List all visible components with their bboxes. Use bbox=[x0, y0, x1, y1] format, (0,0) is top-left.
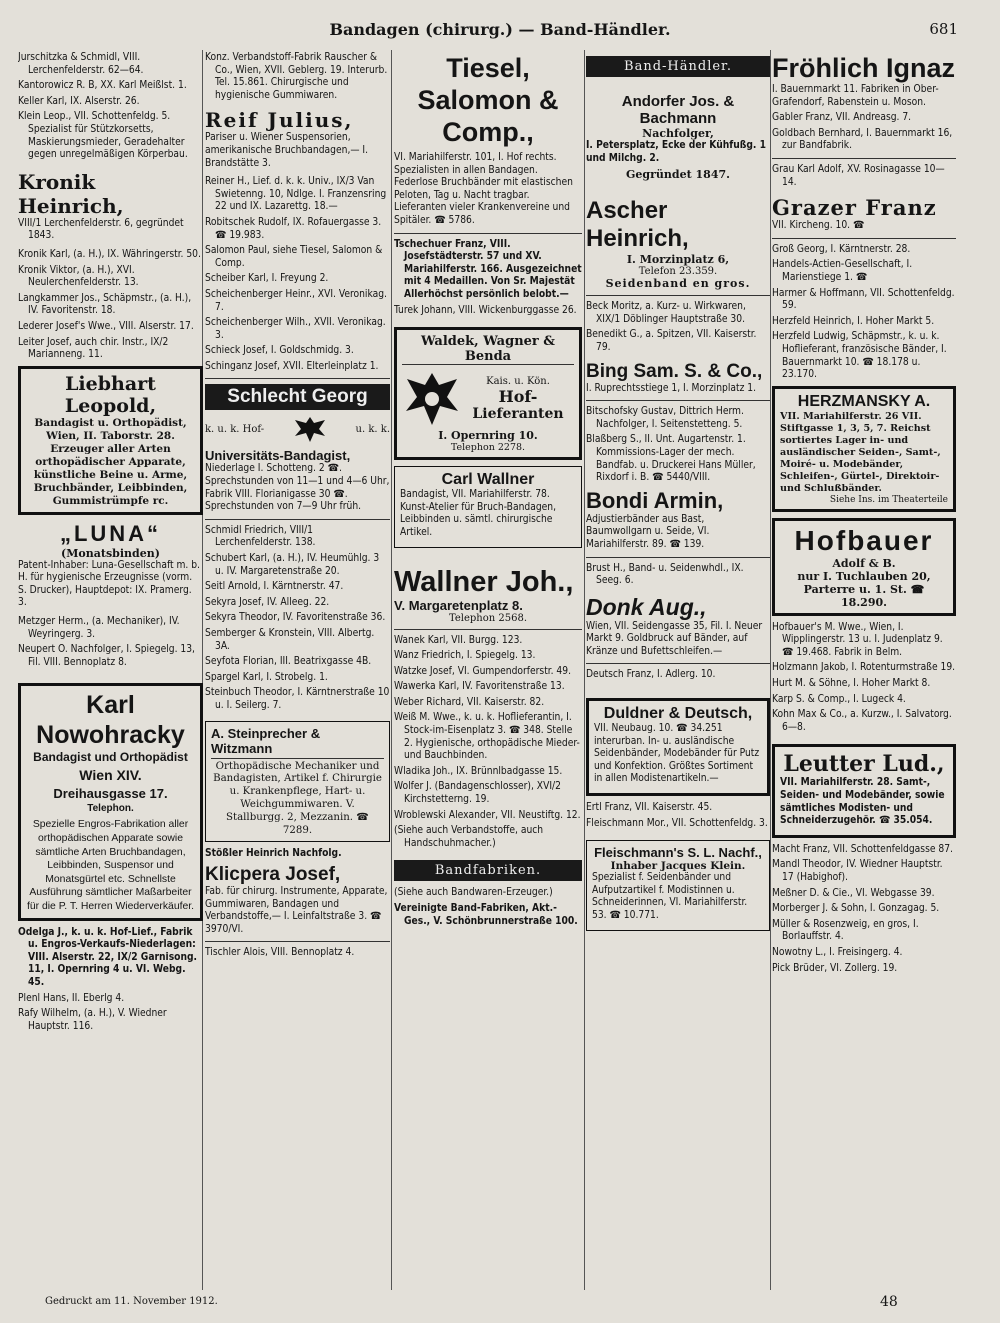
listing-entry: Fleischmann Mor., VII. Schottenfeldg. 3. bbox=[586, 817, 768, 829]
listing-entry: Robitschek Rudolf, IX. Rofauergasse 3. ☎ 19.983. bbox=[205, 216, 382, 241]
ad-title: Tiesel, Salomon & Comp., bbox=[417, 53, 559, 147]
listing-entry: Wolfer J. (Bandagenschlosser), XVI/2 Kirchstetterng. 19. bbox=[394, 781, 561, 806]
ad-title: Donk Aug., bbox=[586, 593, 707, 620]
ad-text: Seidenband en gros. bbox=[605, 277, 751, 291]
ad-subtitle: Nachfolger, bbox=[642, 127, 714, 140]
ad-text: Pariser u. Wiener Suspensorien, amerikanische Bruchbandagen,— I. Brandstätte 3. bbox=[205, 132, 369, 169]
ad-text: Lieferanten bbox=[472, 406, 564, 423]
page-title: Bandagen (chirurg.) — Band-Händler. bbox=[329, 20, 671, 39]
listing-entry: Meßner D. & Cie., VI. Webgasse 39. bbox=[772, 887, 935, 899]
ad-title: Leutter Lud., bbox=[783, 751, 945, 778]
divider bbox=[586, 663, 770, 664]
ad-city: Wien XIV. bbox=[79, 767, 142, 784]
ad-text: Bandagist, VII. Mariahilferstr. 78. Kunst-Atelier für Bruch-Bandagen, Leibbinden u. sämtl. chirurgische Artikel. bbox=[400, 489, 556, 538]
ad-text: Orthopädische Mechaniker und Bandagisten, Artikel f. Chirurgie u. Krankenpflege, Hart- u. Weichgummiwaren. V. Stallburgg. 2, Mezzanin. ☎ 7289. bbox=[213, 760, 382, 836]
listing-entry: Hurt M. & Söhne, I. Hoher Markt 8. bbox=[772, 678, 931, 690]
listing-entry: Rafy Wilhelm, (a. H.), V. Wiedner Hauptstr. 116. bbox=[18, 1008, 167, 1032]
double-eagle-icon bbox=[292, 414, 328, 444]
ad-title: A. Steinprecher & Witzmann bbox=[211, 726, 384, 759]
listing-entry: Wladika Joh., IX. Brünnlbadgasse 15. bbox=[394, 765, 563, 777]
ad-nowohracky bbox=[18, 683, 203, 920]
ad-title: Ascher Heinrich, bbox=[586, 197, 689, 253]
listing-entry: Kronik Viktor, (a. H.), XVI. Neulerchenfelderstr. 13. bbox=[18, 264, 139, 289]
ad-steinprecher bbox=[205, 721, 390, 843]
ad-subtitle: Inhaber Jacques Klein. bbox=[610, 860, 746, 873]
listing-entry: Nowotny L., I. Freisingerg. 4. bbox=[772, 946, 903, 958]
listing-entry: Odelga J., k. u. k. Hof-Lief., Fabrik u. Engros-Verkaufs-Niederlagen: VIII. Alserstr. 22, IX/2 Garnisong. 11, I. Opernring 4 u. VI. Webg. 45. bbox=[18, 926, 198, 988]
ad-text: VII. Kircheng. 10. ☎ bbox=[772, 220, 865, 232]
listing-entry: Pick Brüder, VI. Zollerg. 19. bbox=[772, 962, 898, 974]
ad-donk bbox=[586, 594, 770, 659]
listing-entry: Groß Georg, I. Kärntnerstr. 28. bbox=[772, 243, 911, 255]
divider bbox=[205, 378, 390, 379]
listing-entry: Schieck Josef, I. Goldschmidg. 3. bbox=[205, 345, 354, 357]
ad-subtitle: Kais. u. Kön. bbox=[486, 376, 550, 388]
ad-text: Spezielle Engros-Fabrikation aller orthopädischen Apparate sowie sämtliche Arten Bruchbandagen, Leibbinden, Suspensor und Monatsgürtel etc. Schnellste Ausführung sämtlicher Maßarbeiter für die P. T. Herren Wiederverkäufer. bbox=[26, 819, 195, 912]
ad-tiesel bbox=[394, 52, 582, 228]
listing-entry: Klein Leop., VII. Schottenfeldg. 5. Spezialist für Stützkorsetts, Maskierungsmieder, Geradehalter gegen unregelmäßigen Körperbau. bbox=[18, 111, 188, 161]
listing-entry: Müller & Rosenzweig, en gros, I. Borlauffstr. 4. bbox=[772, 918, 919, 943]
ad-text: Fab. für chirurg. Instrumente, Apparate, Gummiwaren, Bandagen und Verbandstoffe,— I. Leinfaltstraße 3. ☎ 3970/VI. bbox=[205, 885, 388, 935]
ad-subtitle: Universitäts-Bandagist, bbox=[205, 448, 351, 464]
listing-entry: Kohn Max & Co., a. Kurzw., I. Salvatorg. 6—8. bbox=[772, 709, 952, 733]
double-eagle-icon bbox=[402, 369, 462, 429]
ad-text: VII. Neubaug. 10. ☎ 34.251 interurban. In- u. ausländische Seidenbänder, Modebänder für Putz und Konfektion. Größtes Sortiment in allen Modistenartikeln.— bbox=[594, 723, 760, 785]
ad-carl-wallner bbox=[394, 466, 582, 547]
divider bbox=[205, 941, 390, 942]
ad-text: VII. Mariahilferstr. 26 VII. Stiftgasse 1, 3, 5, 7. Reichst sortiertes Lager in- und ausländischer Seiden-, Samt-, Moiré- u. Modebänder, Schleifen-, Gürtel-, Direktoir- und Schlußbänder. bbox=[780, 410, 941, 494]
listing-entry: Keller Karl, IX. Alserstr. 26. bbox=[18, 95, 140, 107]
ad-title: Carl Wallner bbox=[441, 471, 535, 489]
listing-entry: Seitl Arnold, I. Kärntnerstr. 47. bbox=[205, 581, 344, 593]
divider bbox=[394, 233, 582, 234]
listing-entry: Reiner H., Lief. d. k. k. Univ., IX/3 Van Swietenng. 10, Ndlge. I. Franzensring 22 und IX. Lazarettg. 18.— bbox=[205, 176, 387, 213]
ad-title: „LUNA“ bbox=[59, 520, 162, 546]
listing-entry: Gabler Franz, VII. Andreasg. 7. bbox=[772, 112, 912, 124]
ad-address: I. Morzinplatz 6, bbox=[626, 253, 730, 267]
ad-text: Adjustierbänder aus Bast, Baumwollgarn u. Seide, VI. Mariahilferstr. 89. ☎ 139. bbox=[586, 513, 710, 550]
ad-ascher bbox=[586, 197, 770, 290]
listing-entry: Semberger & Kronstein, VIII. Albertg. 3A. bbox=[205, 628, 375, 652]
listing-entry: Benedikt G., a. Spitzen, VII. Kaiserstr. 79. bbox=[586, 329, 757, 353]
ad-phone: Telefon 23.359. bbox=[638, 266, 718, 278]
page-number: 681 bbox=[929, 20, 958, 38]
ad-text: VI. Mariahilferstr. 101, I. Hof rechts. Spezialisten in allen Bandagen. Federlose Bruchbänder mit elastischen Peloten, Tag u. Nacht tragbar. Lieferanten vieler Krankenvereine und Spitäler. ☎ 5786. bbox=[394, 152, 573, 226]
ad-bing bbox=[586, 361, 770, 396]
ad-address: V. Margaretenplatz 8. bbox=[394, 597, 523, 613]
ad-text: I. Ruprechtsstiege 1, I. Morzinplatz 1. bbox=[586, 382, 757, 394]
listing-entry: Neupert O. Nachfolger, I. Spiegelg. 13, Fil. VIII. Bennoplatz 8. bbox=[18, 644, 195, 668]
ad-title: Hofbauer bbox=[794, 524, 934, 556]
listing-entry: Mandl Theodor, IV. Wiedner Hauptstr. 17 (Habighof). bbox=[772, 859, 943, 883]
listing-entry: Kronik Karl, (a. H.), IX. Währingerstr. 50. bbox=[18, 248, 201, 260]
ad-text: Niederlage I. Schotteng. 2 ☎. Sprechstunden von 11—1 und 4—6 Uhr, Fabrik VIII. Florianigasse 30 ☎. Sprechstunden von 7—9 Uhr früh. bbox=[205, 463, 390, 513]
ad-title: Bing Sam. S. & Co., bbox=[586, 360, 763, 382]
divider bbox=[205, 519, 390, 520]
listing-entry: Salomon Paul, siehe Tiesel, Salomon & Comp. bbox=[205, 245, 383, 269]
ad-title: Wallner Joh., bbox=[394, 565, 574, 598]
listing-entry: Herzfeld Heinrich, I. Hoher Markt 5. bbox=[772, 315, 935, 327]
listing-entry: Leiter Josef, auch chir. Instr., IX/2 Mariannеng. 11. bbox=[18, 336, 169, 361]
divider bbox=[586, 295, 770, 296]
column-rule bbox=[584, 50, 585, 1290]
ad-liebhart bbox=[18, 366, 203, 515]
listing-entry: Stößler Heinrich Nachfolg. bbox=[205, 848, 342, 860]
ad-text: VIII/1 Lerchenfelderstr. 6, gegründet 1843. bbox=[18, 217, 184, 242]
column-3 bbox=[394, 52, 582, 1292]
column-1 bbox=[18, 52, 203, 1292]
listing-entry: Watzke Josef, VI. Gumpendorferstr. 49. bbox=[394, 665, 572, 677]
ad-leutter bbox=[772, 744, 956, 837]
listing-entry: Goldbach Bernhard, I. Bauernmarkt 16, zur Bandfabrik. bbox=[772, 127, 953, 152]
listing-entry: Jurschitzka & Schmidl, VIII. Lerchenfelderstr. 62—64. bbox=[18, 52, 144, 76]
listing-entry: Scheichenberger Wilh., XVII. Veronikag. 3. bbox=[205, 317, 386, 341]
listing-entry: Hofbauer's M. Wwe., Wien, I. Wipplingerstr. 13 u. I. Judenplatz 9. ☎ 19.468. Fabrik in Belm. bbox=[772, 621, 943, 658]
divider bbox=[772, 238, 956, 239]
ad-duldner bbox=[586, 698, 770, 796]
listing-entry: Wanek Karl, VII. Burgg. 123. bbox=[394, 634, 523, 646]
listing-entry: Scheiber Karl, I. Freyung 2. bbox=[205, 273, 329, 285]
listing-entry: Kantorowicz R. B, XX. Karl Meißlst. 1. bbox=[18, 80, 187, 92]
listing-entry: Morberger J. & Sohn, I. Gonzagag. 5. bbox=[772, 903, 940, 915]
ad-subtitle: (Monatsbinden) bbox=[61, 546, 160, 560]
listing-entry: Weiß M. Wwe., k. u. k. Hoflieferantin, I. Stock-im-Eisenplatz 3. ☎ 348. Stelle 2. Hygienische, orthopädische Mieder- und Bauchbinden. bbox=[394, 712, 580, 762]
ad-andorfer bbox=[586, 93, 770, 181]
ad-text: k. u. k. Hof- bbox=[205, 423, 265, 435]
ad-phone: Telephon 2568. bbox=[448, 612, 528, 624]
ad-text: I. Petersplatz, Ecke der Kühfußg. 1 und Milchg. 2. bbox=[586, 140, 766, 164]
listing-entry: (Siehe auch Verbandstoffe, auch Handschuhmacher.) bbox=[394, 825, 544, 849]
listing-entry: Schinganz Josef, XVII. Elterleinplatz 1. bbox=[205, 360, 379, 372]
listing-entry: Plenl Hans, II. Eberlg 4. bbox=[18, 992, 125, 1004]
column-rule bbox=[391, 50, 392, 1290]
ad-kronik bbox=[18, 170, 203, 243]
ad-text: Bandagist u. Orthopädist, Wien, II. Taborstr. 28. Erzeuger aller Arten orthopädischer Apparate, künstliche Beine u. Arme, Bruchbänder, Leibbinden, Gummistrümpfe rc. bbox=[33, 416, 188, 507]
ad-reif bbox=[205, 108, 390, 170]
listing-entry: Handels-Actien-Gesellschaft, I. Marienstiege 1. ☎ bbox=[772, 259, 913, 283]
listing-entry: Karp S. & Comp., I. Lugeck 4. bbox=[772, 693, 906, 705]
ad-title: Fleischmann's S. L. Nachf., bbox=[594, 845, 762, 861]
ad-subtitle: Bandagist und Orthopädist bbox=[33, 750, 188, 765]
listing-entry: Tischler Alois, VIII. Bennoplatz 4. bbox=[205, 947, 355, 959]
listing-entry: Holzmann Jakob, I. Rotenturmstraße 19. bbox=[772, 662, 956, 674]
ad-froehlich bbox=[772, 52, 956, 109]
listing-entry: Ertl Franz, VII. Kaiserstr. 45. bbox=[586, 802, 713, 814]
listing-entry: Spargel Karl, I. Strobelg. 1. bbox=[205, 671, 328, 683]
ad-klicpera bbox=[205, 864, 390, 936]
ad-fleischmann bbox=[586, 840, 770, 930]
listing-entry: Seyfota Florian, III. Beatrixgasse 4B. bbox=[205, 656, 372, 668]
listing-entry: Wawerka Karl, IV. Favoritenstraße 13. bbox=[394, 681, 565, 693]
section-heading: Bandfabriken. bbox=[394, 860, 582, 881]
ad-subtitle: Adolf & B. bbox=[832, 556, 896, 570]
ad-text: Wien, VII. Seidengasse 35, Fil. I. Neuer Markt 9. Goldbruck auf Bänder, auf Kränze und Bufettschleifen.— bbox=[586, 620, 763, 657]
ad-text: I. Bauernmarkt 11. Fabriken in Ober-Grafendorf, Rabenstein u. Moson. bbox=[772, 84, 939, 108]
listing-entry: Steinbuch Theodor, I. Kärntnerstraße 10 u. I. Seilerg. 7. bbox=[205, 687, 390, 711]
ad-phone: Telephon. bbox=[87, 803, 134, 815]
page-header bbox=[0, 18, 1000, 44]
ad-schlecht bbox=[205, 384, 390, 513]
listing-entry: Metzger Herm., (a. Mechaniker), IV. Weyringerg. 3. bbox=[18, 616, 180, 640]
section-heading: Band-Händler. bbox=[586, 56, 770, 77]
ad-title: Andorfer Jos. & Bachmann bbox=[621, 93, 735, 127]
listing-entry: Schmidl Friedrich, VIII/1 Lerchenfelderstr. 138. bbox=[205, 524, 316, 549]
column-5 bbox=[772, 52, 956, 1292]
ad-text: Hof- bbox=[498, 387, 538, 407]
ad-title: Karl Nowohracky bbox=[36, 691, 185, 750]
ad-title: Kronik Heinrich, bbox=[18, 169, 124, 218]
ad-title: Liebhart Leopold, bbox=[64, 372, 157, 417]
ad-text: u. k. k. bbox=[355, 423, 390, 435]
listing-entry: Sekyra Josef, IV. Alleeg. 22. bbox=[205, 596, 330, 608]
ad-title: HERZMANSKY A. bbox=[797, 392, 931, 410]
ad-title: Grazer Franz bbox=[772, 195, 937, 221]
ad-address: nur I. Tuchlauben 20, Parterre u. 1. St. ☎ 18.290. bbox=[797, 569, 931, 609]
listing-entry: Sekyra Theodor, IV. Favoritenstraße 36. bbox=[205, 612, 386, 624]
print-date: Gedruckt am 11. November 1912. bbox=[45, 1296, 218, 1307]
divider bbox=[772, 158, 956, 159]
ad-text: Spezialist f. Seidenbänder und Aufputzartikel f. Modistinnen u. Schneiderinnen, VI. Mariahilferstr. 53. ☎ 10.771. bbox=[592, 872, 748, 921]
ad-hofbauer bbox=[772, 518, 956, 616]
listing-entry: Konz. Verbandstoff-Fabrik Rauscher & Co., Wien, XVII. Geblerg. 19. Interurb. Tel. 15.861. Chirurgische und hygienische Gummiwaren. bbox=[205, 52, 388, 101]
ad-title: Schlecht Georg bbox=[205, 384, 390, 410]
listing-entry: Deutsch Franz, I. Adlerg. 10. bbox=[586, 669, 716, 681]
ad-waldek bbox=[394, 327, 582, 460]
page-footer bbox=[0, 1296, 1000, 1318]
column-rule bbox=[770, 50, 771, 1290]
listing-entry: Bitschofsky Gustav, Dittrich Herm. Nachfolger, I. Seitenstetteng. 5. bbox=[586, 406, 744, 430]
ad-title: Waldek, Wagner & Benda bbox=[402, 334, 574, 365]
listing-entry: Scheichenberger Heinr., XVI. Veronikag. 7. bbox=[205, 288, 387, 313]
column-4 bbox=[586, 52, 770, 1292]
ad-address: Dreihausgasse 17. bbox=[53, 786, 168, 802]
ad-address: I. Opernring 10. bbox=[438, 429, 538, 443]
listing-entry: Wanz Friedrich, I. Spiegelg. 13. bbox=[394, 650, 536, 662]
listing-entry: Beck Moritz, a. Kurz- u. Wirkwaren, XIX/1 Döblinger Hauptstraße 30. bbox=[586, 301, 746, 325]
ad-text: Patent-Inhaber: Luna-Gesellschaft m. b. H. für hygienische Erzeugnisse (vorm. S. Drucker), Hauptdepot: IX. Pramerg. 3. bbox=[18, 559, 200, 609]
listing-entry: Tschechuer Franz, VIII. Josefstädterstr. 57 und XV. Mariahilferstr. 166. Ausgezeichnet mit 4 Medaillen. Von Sr. Majestät Allerhöchst persönlich belobt.— bbox=[394, 238, 582, 300]
listing-entry: Grau Karl Adolf, XV. Rosinagasse 10—14. bbox=[772, 163, 945, 188]
ad-text: Gegründet 1847. bbox=[626, 168, 730, 182]
listing-entry: (Siehe auch Bandwaren-Erzeuger.) bbox=[394, 887, 553, 899]
listing-entry: Wroblewski Alexander, VII. Neustiftg. 12. bbox=[394, 809, 581, 821]
ad-title: Reif Julius, bbox=[205, 108, 354, 133]
ad-text: VII. Mariahilferstr. 28. Samt-, Seiden- und Modebänder, sowie sämtliches Modisten- und Schneiderzugehör. ☎ 35.054. bbox=[780, 777, 945, 827]
ad-grazer bbox=[772, 195, 956, 233]
ad-bondi bbox=[586, 488, 770, 552]
divider bbox=[586, 557, 770, 558]
listing-entry: Lederer Josef's Wwe., VIII. Alserstr. 17. bbox=[18, 320, 194, 332]
listing-entry: Blaßberg S., II. Unt. Augartenstr. 1. Kommissions-Lager der mech. Bandfab. u. Druckerei Hans Müller, Rixdorf i. B. ☎ 5440/VIII. bbox=[586, 434, 756, 484]
ad-phone: Telephon 2278. bbox=[450, 442, 526, 454]
ad-herzmansky bbox=[772, 386, 956, 512]
ad-wallner-joh bbox=[394, 566, 582, 624]
listing-entry: Vereinigte Band-Fabriken, Akt.-Ges., V. Schönbrunnerstraße 100. bbox=[394, 903, 578, 927]
column-2 bbox=[205, 52, 390, 1292]
ad-note: Siehe Ins. im Theaterteile bbox=[829, 494, 948, 505]
ad-title: Duldner & Deutsch, bbox=[603, 705, 753, 723]
divider bbox=[394, 629, 582, 630]
divider bbox=[586, 400, 770, 401]
ad-title: Bondi Armin, bbox=[586, 487, 724, 513]
ad-luna bbox=[18, 521, 203, 610]
ad-title: Klicpera Josef, bbox=[205, 863, 341, 885]
ad-title: Fröhlich Ignaz bbox=[772, 53, 956, 83]
listing-entry: Turek Johann, VIII. Wickenburggasse 26. bbox=[394, 304, 577, 316]
listing-entry: Langkammer Jos., Schäpmstr., (a. H.), IV. Favoritenstr. 18. bbox=[18, 292, 192, 317]
listing-entry: Herzfeld Ludwig, Schäpmstr., k. u. k. Hoflieferant, französische Bänder, I. Bauernmarkt 10. ☎ 18.178 u. 23.170. bbox=[772, 331, 947, 381]
listing-entry: Schubert Karl, (a. H.), IV. Heumühlg. 3 u. IV. Margaretenstraße 20. bbox=[205, 553, 380, 577]
listing-entry: Weber Richard, VII. Kaiserstr. 82. bbox=[394, 696, 545, 708]
listing-entry: Macht Franz, VII. Schottenfeldgasse 87. bbox=[772, 843, 953, 855]
listing-entry: Harmer & Hoffmann, VII. Schottenfeldg. 59. bbox=[772, 287, 955, 312]
listing-entry: Brust H., Band- u. Seidenwhdl., IX. Seeg. 6. bbox=[586, 562, 744, 587]
secondary-page-number: 48 bbox=[880, 1294, 898, 1310]
